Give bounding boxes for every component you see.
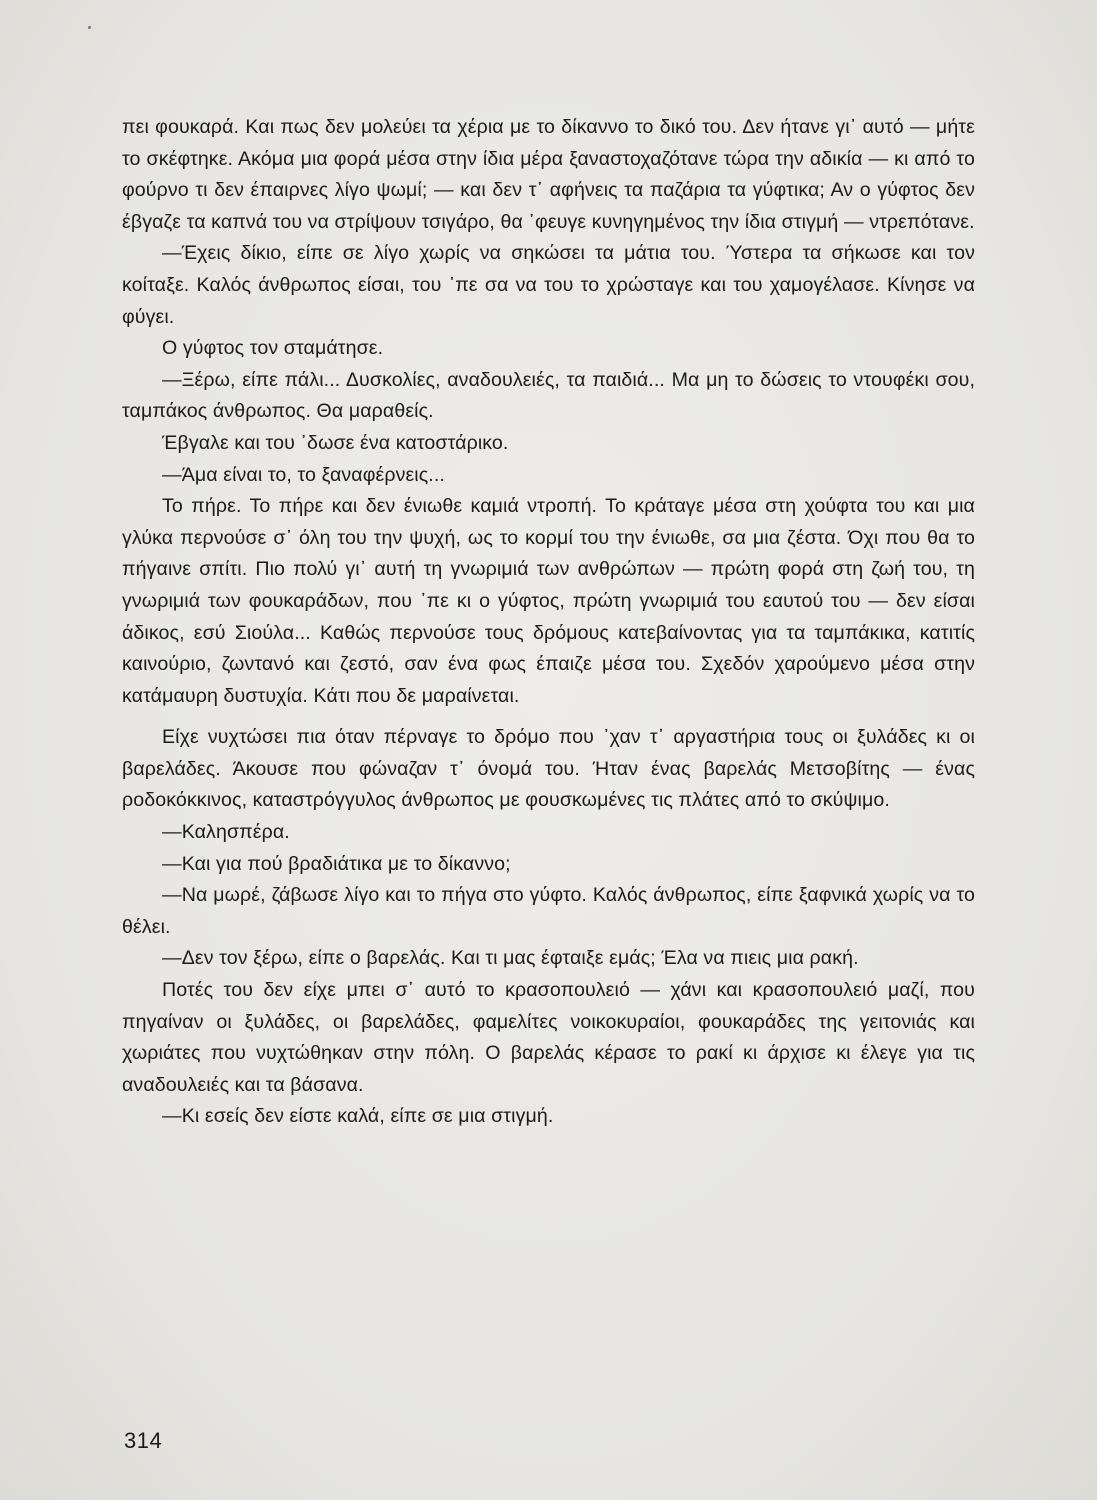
- paragraph-7: Το πήρε. Το πήρε και δεν ένιωθε καμιά ντροπή. Το κράταγε μέσα στη χούφτα του και μια γλύκα περνούσε σ᾿ όλη του την ψυχή, ως το κορμί του την ένιωθε, σα μια ζέστα. Όχι που θα το πήγαινε σπίτι. Πιο πολύ γι᾿ αυτή τη γνωριμιά των ανθρώπων — πρώτη φορά στη ζωή του, τη γνωριμιά των φουκαράδων, που ᾿πε κι ο γύφτος, πρώτη γνωριμιά του εαυτού του — δεν είσαι άδικος, εσύ Σιούλα... Καθώς περνούσε τους δρόμους κατεβαίνοντας για τα ταμπάκικα, κατιτίς καινούριο, ζωντανό και ζεστό, σαν ένα φως έπαιζε μέσα του. Σχεδόν χαρούμενο μέσα στην κατάμαυρη δυστυχία. Κάτι που δε μαραίνεται.: [122, 495, 975, 707]
- body-text: [122, 112, 975, 1133]
- paragraph-5: Έβγαλε και του ᾿δωσε ένα κατοστάρικο.: [162, 431, 509, 454]
- paragraph-14: —Κι εσείς δεν είστε καλά, είπε σε μια στιγμή.: [162, 1105, 554, 1128]
- paragraph-3: Ο γύφτος τον σταμάτησε.: [162, 337, 384, 360]
- paragraph-8: Είχε νυχτώσει πια όταν πέρναγε το δρόμο που ᾿χαν τ᾿ αργαστήρια τους οι ξυλάδες κι οι βαρελάδες. Άκουσε που φώναζαν τ᾿ όνομά του. Ήταν ένας βαρελάς Μετσοβίτης — ένας ροδοκόκκινος, καταστρόγγυλος άνθρωπος με φουσκωμένες τις πλάτες από το σκύψιμο.: [122, 726, 975, 812]
- paragraph-6: —Άμα είναι το, το ξαναφέρνεις...: [162, 463, 445, 486]
- scan-speck: [88, 26, 91, 29]
- paragraph-13: Ποτές του δεν είχε μπει σ᾿ αυτό το κρασοπουλειό — χάνι και κρασοπουλειό μαζί, που πηγαίναν οι ξυλάδες, οι βαρελάδες, φαμελίτες νοικοκυραίοι, φουκαράδες της γειτονιάς και χωριάτες που νυχτώθηκαν στην πόλη. Ο βαρελάς κέρασε το ρακί κι άρχισε κι έλεγε για τις αναδουλειές και τα βάσανα.: [122, 979, 975, 1096]
- paragraph-1: πει φουκαρά. Και πως δεν μολεύει τα χέρια με το δίκαννο το δικό του. Δεν ήτανε γι᾿ αυτό — μήτε το σκέφτηκε. Ακόμα μια φορά μέσα στην ίδια μέρα ξαναστοχαζότανε τώρα την αδικία — κι από το φούρνο τι δεν έπαιρνες λίγο ψωμί; — και δεν τ᾿ αφήνεις τα παζάρια τα γύφτικα; Αν ο γύφτος δεν έβγαζε τα καπνά του να στρίψουν τσιγάρο, θα ᾿φευγε κυνηγημένος την ίδια στιγμή — ντρεπότανε.: [122, 116, 975, 233]
- paragraph-12: —Δεν τον ξέρω, είπε ο βαρελάς. Και τι μας έφταιξε εμάς; Έλα να πιεις μια ρακή.: [162, 947, 859, 970]
- page-number: 314: [124, 1428, 163, 1453]
- paragraph-gap: [122, 712, 975, 722]
- paragraph-10: —Και για πού βραδιάτικα με το δίκαννο;: [162, 852, 511, 875]
- paragraph-9: —Καλησπέρα.: [162, 821, 290, 844]
- paragraph-4: —Ξέρω, είπε πάλι... Δυσκολίες, αναδουλειές, τα παιδιά... Μα μη το δώσεις το ντουφέκι σου, ταμπάκος άνθρωπος. Θα μαραθείς.: [122, 368, 975, 423]
- paragraph-2: —Έχεις δίκιο, είπε σε λίγο χωρίς να σηκώσει τα μάτια του. Ύστερα τα σήκωσε και τον κοίταξε. Καλός άνθρωπος είσαι, του ᾿πε σα να του το χρώσταγε και του χαμογέλασε. Κίνησε να φύγει.: [122, 242, 975, 328]
- paragraph-11: —Να μωρέ, ζάβωσε λίγο και το πήγα στο γύφτο. Καλός άνθρωπος, είπε ξαφνικά χωρίς να το θέλει.: [122, 884, 975, 938]
